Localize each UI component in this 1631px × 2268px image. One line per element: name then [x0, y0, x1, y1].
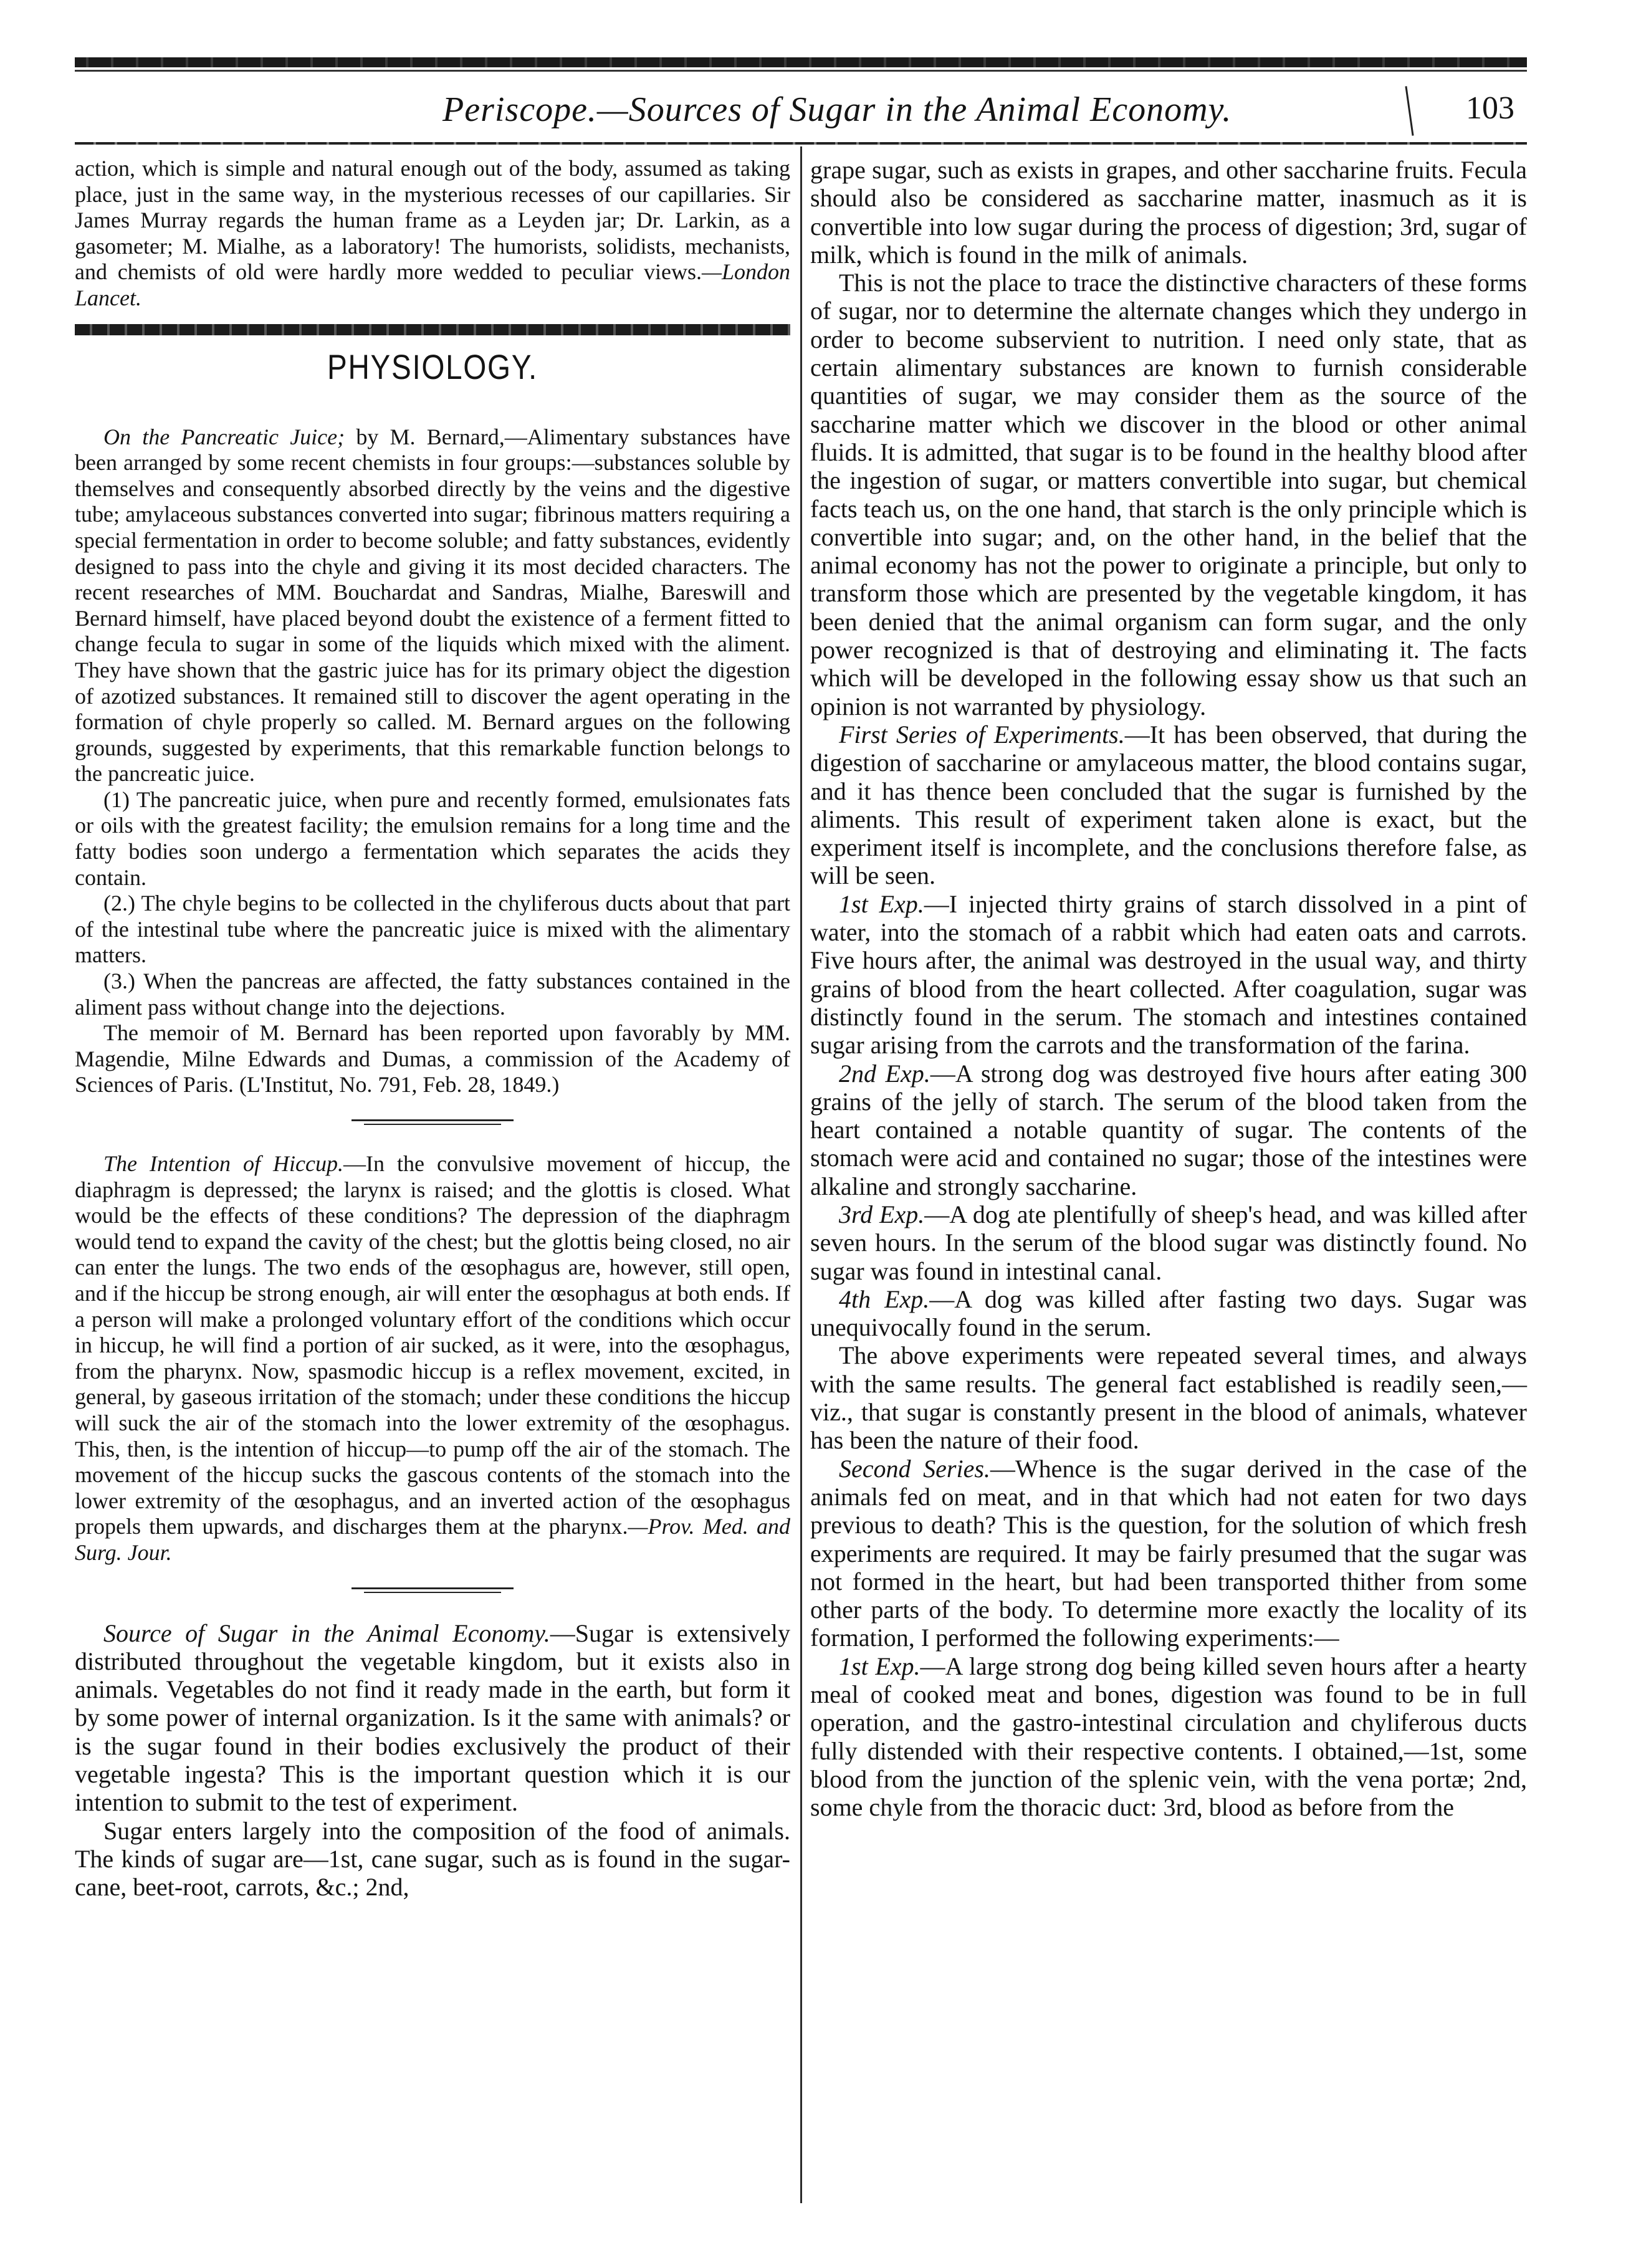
- second-series-paragraph: [810, 1455, 1527, 1652]
- first-series-paragraph: [810, 720, 1527, 890]
- column-divider: [800, 146, 802, 2203]
- pancreatic-paragraph-3: (2.) The chyle begins to be collected in the chyliferous ducts about that part of the intestinal tube where the pancreatic juice is mixed with the alimentary matters.: [75, 891, 790, 968]
- experiment-4-paragraph: [810, 1285, 1527, 1342]
- experiment-1-label: 1st Exp.: [839, 889, 924, 918]
- hiccup-paragraph: [75, 1151, 790, 1566]
- hiccup-text: —In the convulsive movement of hiccup, the diaphragm is depressed; the larynx is raised; and the glottis is closed. What would be the effects of these conditions? The depression of the diaphragm would tend to expand the cavity of the chest; but the glottis being closed, no air can enter the lungs. The two ends of the œsophagus are, however, still open, and if the hiccup be strong enough, air will enter the œsophagus at both ends. If a person will make a prolonged voluntary effort of the conditions which occur in hiccup, he will find a portion of air sucked, as it were, into the œsophagus, from the pharynx. Now, spasmodic hiccup is a reflex movement, excited, in general, by gaseous irritation of the stomach; under these conditions the hiccup will suck the air of the stomach into the lower extremity of the œsophagus. This, then, is the intention of hiccup—to pump off the air of the stomach. The movement of the hiccup sucks the gascous contents of the stomach into the lower extremity of the œsophagus, and an inverted action of the œsophagus propels them upwards, and discharges them at the pharynx.: [75, 1151, 790, 1539]
- sugar-title: Source of Sugar in the Animal Economy.: [103, 1619, 550, 1647]
- margin-mark: [1405, 86, 1413, 136]
- page-number: 103: [1466, 90, 1514, 126]
- experiment-5-paragraph: [810, 1652, 1527, 1822]
- pancreatic-paragraph-5: The memoir of M. Bernard has been reported upon favorably by MM. Magendie, Milne Edwards and Dumas, a commission of the Academy of Sciences of Paris. (L'Institut, No. 791, Feb. 28, 1849.): [75, 1020, 790, 1098]
- experiment-3-text: —A dog ate plentifully of sheep's head, and was killed after seven hours. In the serum of the blood sugar was distinctly found. No sugar was found in intestinal canal.: [810, 1200, 1527, 1285]
- second-series-text: —Whence is the sugar derived in the case of the animals fed on meat, and in that which had not eaten for two days previous to death? This is the question, for the solution of which fresh experiments are required. It may be fairly presumed that the sugar was not formed in the heart, but had been transported thither from some other parts of the body. To determine more exactly the locality of its formation, I performed the following experiments:—: [810, 1454, 1527, 1652]
- sugar-paragraph-1: [75, 1619, 790, 1817]
- short-rule-thin-2: [364, 1592, 501, 1593]
- second-series-label: Second Series.: [839, 1454, 990, 1483]
- top-border-rule: [75, 57, 1527, 67]
- page-header: [75, 81, 1527, 137]
- section-rule: [75, 324, 790, 335]
- hiccup-title: The Intention of Hiccup.: [103, 1151, 344, 1176]
- experiment-5-text: —A large strong dog being killed seven hours after a hearty meal of cooked meat and bones, digestion was found to be in full operation, and the gastro-intestinal circulation and chyliferous ducts fully distended with their respective contents. I obtained,—1st, some blood from the junction of the splenic vein, with the vena portæ; 2nd, some chyle from the thoracic duct: 3rd, blood as before from the: [810, 1652, 1528, 1822]
- pancreatic-paragraph-4: (3.) When the pancreas are affected, the fatty substances contained in the aliment pass without change into the dejections.: [75, 969, 790, 1020]
- carryover-paragraph: [75, 156, 790, 312]
- pancreatic-paragraph-1: [75, 424, 790, 787]
- top-border-rule-thin: [75, 70, 1527, 72]
- carryover-text: action, which is simple and natural enough out of the body, assumed as taking place, just in the same way, in the mysterious recesses of our capillaries. Sir James Murray regards the human frame as a Leyden jar; Dr. Larkin, as a gasometer; M. Mialhe, as a laboratory! The humorists, solidists, mechanists, and chemists of old were hardly more wedded to peculiar views.: [75, 156, 790, 285]
- left-column: [75, 156, 790, 1901]
- pancreatic-title: On the Pancreatic Juice;: [103, 424, 345, 449]
- experiment-4-text: —A dog was killed after fasting two days. Sugar was unequivocally found in the serum.: [810, 1285, 1527, 1342]
- short-rule-thin: [364, 1124, 501, 1125]
- experiment-3-label: 3rd Exp.: [839, 1200, 925, 1228]
- experiment-2-text: —A strong dog was destroyed five hours after eating 300 grains of the jelly of starch. The serum of the blood taken from the heart contained a notable quantity of sugar. The contents of the stomach were acid and contained no sugar; those of the intestines were alkaline and strongly saccharine.: [810, 1059, 1528, 1200]
- carryover-source: —London Lancet.: [75, 259, 790, 310]
- short-rule-2: [352, 1587, 514, 1589]
- experiment-1-paragraph: [810, 890, 1527, 1060]
- hiccup-source: —Prov. Med. and Surg. Jour.: [75, 1514, 791, 1565]
- header-rule: [75, 142, 1527, 145]
- first-series-label: First Series of Experiments.: [839, 720, 1125, 749]
- experiment-5-label: 1st Exp.: [839, 1652, 921, 1680]
- experiment-4-label: 4th Exp.: [839, 1285, 930, 1313]
- section-title: PHYSIOLOGY.: [327, 347, 538, 386]
- first-series-text: —It has been observed, that during the digestion of saccharine or amylaceous matter, the blood contains sugar, and it has thence been concluded that the sugar is furnished by the aliments. This result of experiment taken alone is exact, but the experiment itself is incomplete, and the conclusions therefore false, as will be seen.: [810, 720, 1528, 890]
- experiment-3-paragraph: [810, 1200, 1527, 1285]
- experiment-2-label: 2nd Exp.: [839, 1059, 930, 1088]
- pancreatic-paragraph-2: (1) The pancreatic juice, when pure and recently formed, emulsionates fats or oils with the greatest facility; the emulsion remains for a long time and the fatty bodies soon undergo a fermentation which separates the acids they contain.: [75, 787, 790, 890]
- right-paragraph-2: This is not the place to trace the distinctive characters of these forms of sugar, nor to determine the alternate changes which they undergo in order to become subservient to nutrition. I need only state, that as certain alimentary substances are known to furnish considerable quantities of sugar, we may consider them as the source of the saccharine matter which we discover in the blood or other animal fluids. It is admitted, that sugar is to be found in the healthy blood after the ingestion of sugar, or matters convertible into sugar, but chemical facts teach us, on the one hand, that starch is the only principle which is convertible into sugar; and, on the other hand, in the belief that the animal economy has not the power to originate a principle, but only to transform those which are presented by the vegetable kingdom, it has been denied that the animal organism can form sugar, and the only power recognized is that of destroying and eliminating it. The facts which will be developed in the following essay show us that such an opinion is not warranted by physiology.: [810, 269, 1527, 720]
- general-fact-paragraph: The above experiments were repeated several times, and always with the same results. The general fact established is readily seen,—viz., that sugar is constantly present in the blood of animals, whatever has been the nature of their food.: [810, 1341, 1527, 1455]
- running-head: Periscope.—Sources of Sugar in the Animal Economy.: [442, 90, 1232, 129]
- pancreatic-text-1: by M. Bernard,—Alimentary substances have been arranged by some recent chemists in four groups:—substances soluble by themselves and consequently absorbed directly by the veins and the digestive tube; amylaceous substances converted into sugar; fibrinous matters requiring a special fermentation in order to become soluble; and fatty substances, evidently designed to pass into the chyle and giving it its most decided characters. The recent researches of MM. Bouchardat and Sandras, Mialhe, Bareswill and Bernard himself, have placed beyond doubt the existence of a ferment fitted to change fecula to sugar in some of the liquids which mixed with the aliment. They have shown that the gastric juice has for its primary object the digestion of azotized substances. It remained still to discover the agent operating in the formation of chyle properly so called. M. Bernard argues on the following grounds, suggested by experiments, that this remarkable function belongs to the pancreatic juice.: [75, 424, 790, 787]
- experiment-2-paragraph: [810, 1060, 1527, 1200]
- sugar-text-1: —Sugar is extensively distributed throughout the vegetable kingdom, but it exists also in animals. Vegetables do not find it ready made in the earth, but form it by some power of internal organization. Is it the same with animals? or is the sugar found in their bodies exclusively the product of their vegetable ingesta? This is the important question which it is our intention to submit to the test of experiment.: [75, 1619, 790, 1817]
- sugar-paragraph-2: Sugar enters largely into the composition of the food of animals. The kinds of sugar are—1st, cane sugar, such as is found in the sugar-cane, beet-root, carrots, &c.; 2nd,: [75, 1816, 790, 1902]
- short-rule: [352, 1119, 514, 1121]
- right-paragraph-1: grape sugar, such as exists in grapes, and other saccharine fruits. Fecula should also be considered as saccharine matter, inasmuch as it is convertible into low sugar during the process of digestion; 3rd, sugar of milk, which is found in the milk of animals.: [810, 156, 1527, 269]
- experiment-1-text: —I injected thirty grains of starch dissolved in a pint of water, into the stomach of a rabbit which had eaten oats and carrots. Five hours after, the animal was destroyed in the usual way, and thirty grains of blood from the heart collected. After coagulation, sugar was distinctly found in the serum. The stomach and intestines contained sugar arising from the carrots and the transformation of the farina.: [810, 889, 1527, 1060]
- right-column: [810, 156, 1527, 1822]
